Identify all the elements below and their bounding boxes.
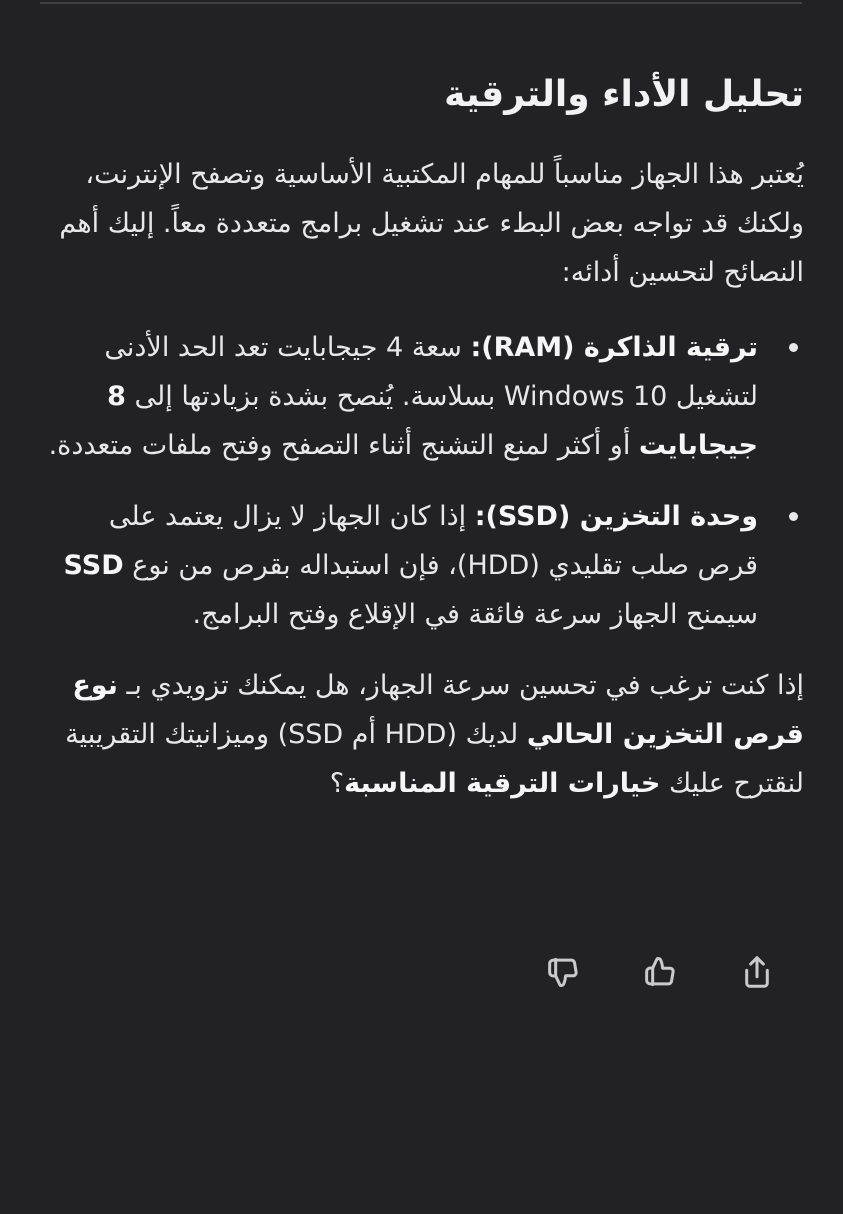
list-item-ssd <box>40 492 804 639</box>
share-icon <box>738 953 776 991</box>
follow-up-question <box>40 661 804 808</box>
question-text-2: لديك (HDD أم SSD) وميزانيتك التقريبية لنقترح عليك <box>65 719 804 799</box>
like-button[interactable] <box>637 950 681 994</box>
tip-text-ssd-1: إذا كان الجهاز لا يزال يعتمد على قرص صلب تقليدي (HDD)، فإن استبداله بقرص من نوع <box>108 501 758 581</box>
intro-paragraph: يُعتبر هذا الجهاز مناسباً للمهام المكتبية الأساسية وتصفح الإنترنت، ولكنك قد تواجه بعض البطء عند تشغيل برامج متعددة معاً. إليك أهم النصائح لتحسين أدائه: <box>59 159 804 288</box>
question-emphasis-1: نوع قرص التخزين الحالي <box>72 670 804 750</box>
assistant-message <box>40 66 804 808</box>
question-emphasis-2: خيارات الترقية المناسبة <box>344 768 661 799</box>
tip-label-ssd: وحدة التخزين (SSD): <box>474 501 758 532</box>
section-title: تحليل الأداء والترقية <box>444 74 804 115</box>
tip-text-ssd-2: سيمنح الجهاز سرعة فائقة في الإقلاع وفتح البرامج. <box>192 599 758 630</box>
list-item-ram <box>40 323 804 470</box>
tips-list <box>40 323 804 639</box>
top-divider <box>40 2 802 4</box>
thumbs-down-icon <box>543 953 581 991</box>
tip-label-ram: ترقية الذاكرة (RAM): <box>470 332 758 363</box>
bullet-icon <box>789 512 798 521</box>
question-text-1: إذا كنت ترغب في تحسين سرعة الجهاز، هل يمكنك تزويدي بـ <box>117 670 804 701</box>
thumbs-up-icon <box>640 953 678 991</box>
question-text-3: ؟ <box>329 768 345 799</box>
bullet-icon <box>789 343 798 352</box>
tip-windows-version: Windows 10 <box>503 381 668 412</box>
tip-text-ram-2: بسلاسة. يُنصح بشدة بزيادتها إلى <box>125 381 504 412</box>
dislike-button[interactable] <box>540 950 584 994</box>
message-actions <box>0 950 843 996</box>
share-button[interactable] <box>735 950 779 994</box>
tip-text-ram-1: سعة 4 جيجابايت تعد الحد الأدنى لتشغيل <box>104 332 758 412</box>
tip-text-ram-3: أو أكثر لمنع التشنج أثناء التصفح وفتح ملفات متعددة. <box>48 430 639 461</box>
tip-emphasis-ssd: SSD <box>63 550 124 581</box>
tip-emphasis-ram: 8 جيجابايت <box>107 381 758 461</box>
